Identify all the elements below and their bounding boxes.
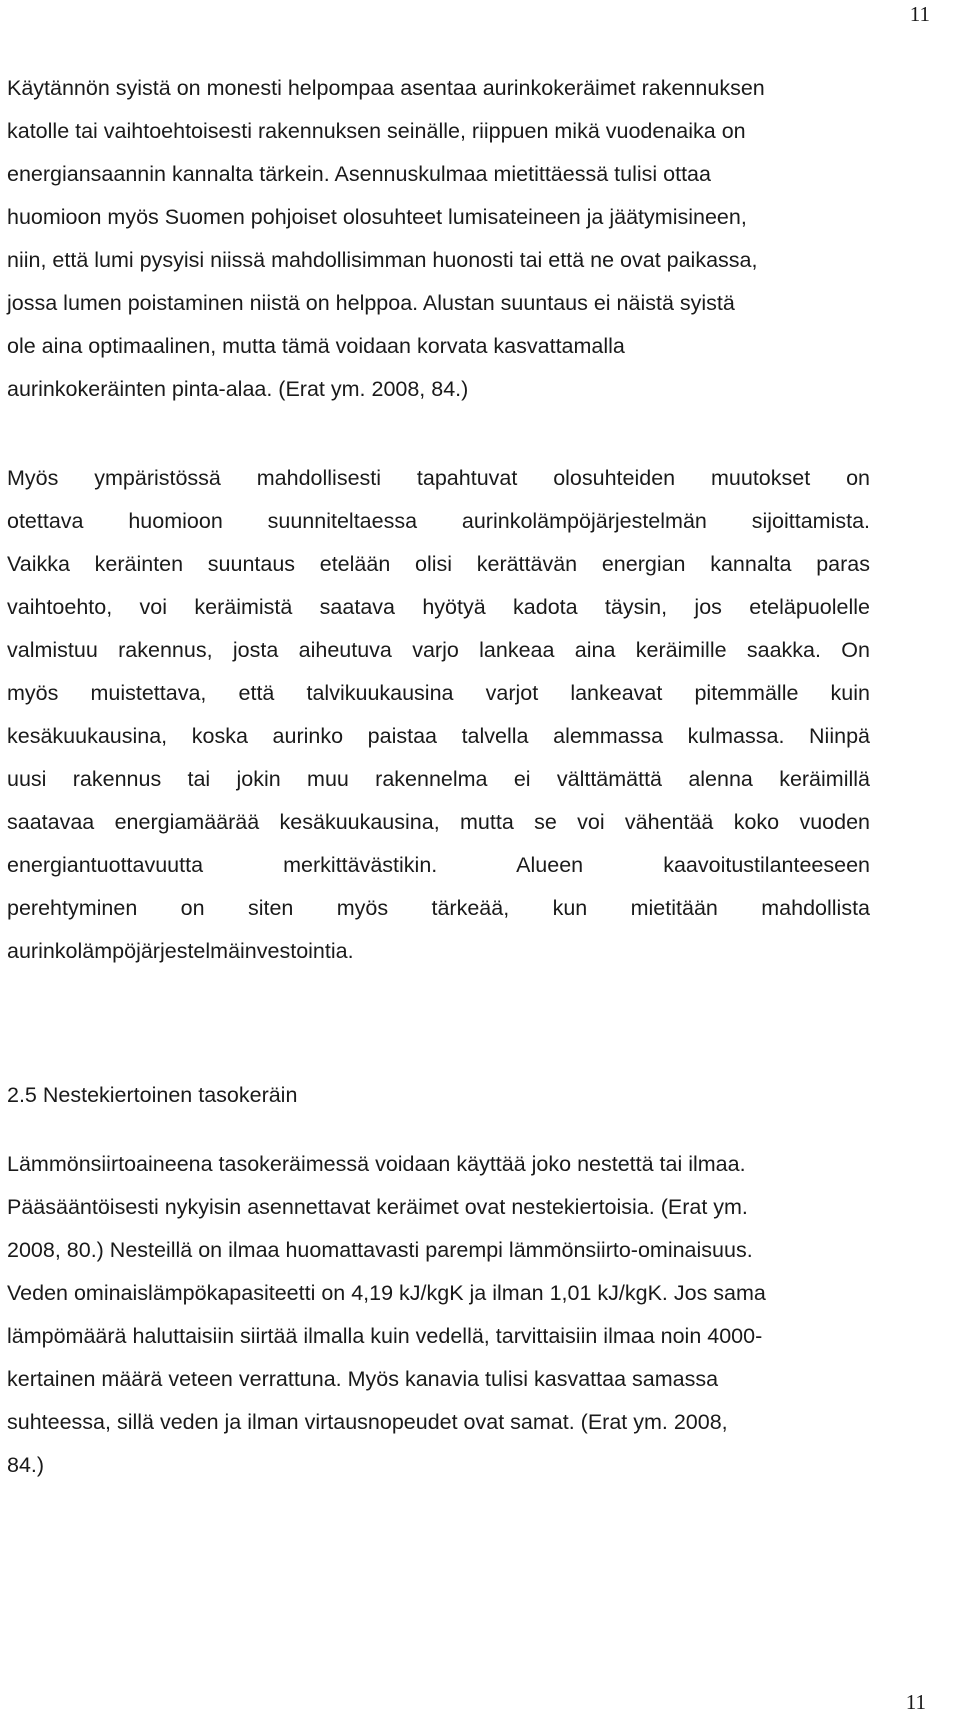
text-line: perehtyminen on siten myös tärkeää, kun mietitään mahdollista [7,896,870,920]
text-line: saatavaa energiamäärää kesäkuukausina, mutta se voi vähentää koko vuoden [7,810,870,834]
text-line: 2008, 80.) Nesteillä on ilmaa huomattavasti parempi lämmönsiirto-ominaisuus. [7,1238,753,1262]
text-line: valmistuu rakennus, josta aiheutuva varjo lankeaa aina keräimille saakka. On [7,638,870,662]
text-line: niin, että lumi pysyisi niissä mahdollisimman huonosti tai että ne ovat paikassa, [7,248,758,272]
text-line: ole aina optimaalinen, mutta tämä voidaan korvata kasvattamalla [7,334,625,358]
text-line: vaihtoehto, voi keräimistä saatava hyötyä kadota täysin, jos eteläpuolelle [7,595,870,619]
paragraph-placement [7,67,870,411]
text-line: 84.) [7,1453,45,1477]
text-line: aurinkolämpöjärjestelmäinvestointia. [7,939,354,963]
text-line: uusi rakennus tai jokin muu rakennelma ei välttämättä alenna keräimillä [7,767,870,791]
text-line: huomioon myös Suomen pohjoiset olosuhteet lumisateineen ja jäätymisineen, [7,205,747,229]
paragraph-flat-plate-collector [7,1143,870,1487]
text-line: Lämmönsiirtoaineena tasokeräimessä voidaan käyttää joko nestettä tai ilmaa. [7,1152,746,1176]
text-line: kertainen määrä veteen verrattuna. Myös kanavia tulisi kasvattaa samassa [7,1367,719,1391]
text-line: Pääsääntöisesti nykyisin asennettavat keräimet ovat nestekiertoisia. (Erat ym. [7,1195,748,1219]
text-line: energiansaannin kannalta tärkein. Asennuskulmaa mietittäessä tulisi ottaa [7,162,711,186]
heading-text: 2.5 Nestekiertoinen tasokeräin [7,1083,298,1107]
text-line: Käytännön syistä on monesti helpompaa asentaa aurinkokeräimet rakennuksen [7,76,765,100]
page-number-bottom: 11 [905,1690,926,1714]
page-number-top: 11 [909,2,930,26]
paragraph-site-conditions [7,457,870,973]
text-line: katolle tai vaihtoehtoisesti rakennuksen seinälle, riippuen mikä vuodenaika on [7,119,746,143]
text-line: kesäkuukausina, koska aurinko paistaa talvella alemmassa kulmassa. Niinpä [7,724,870,748]
section-heading [7,1074,870,1117]
text-line: suhteessa, sillä veden ja ilman virtausnopeudet ovat samat. (Erat ym. 2008, [7,1410,728,1434]
text-line: otettava huomioon suunniteltaessa aurinkolämpöjärjestelmän sijoittamista. [7,509,870,533]
text-line: myös muistettava, että talvikuukausina varjot lankeavat pitemmälle kuin [7,681,870,705]
text-line: lämpömäärä haluttaisiin siirtää ilmalla kuin vedellä, tarvittaisiin ilmaa noin 4000- [7,1324,763,1348]
text-line: aurinkokeräinten pinta-alaa. (Erat ym. 2008, 84.) [7,377,469,401]
text-line: jossa lumen poistaminen niistä on helppoa. Alustan suuntaus ei näistä syistä [7,291,735,315]
text-line: Vaikka keräinten suuntaus etelään olisi kerättävän energian kannalta paras [7,552,870,576]
text-line: energiantuottavuutta merkittävästikin. Alueen kaavoitustilanteeseen [7,853,870,877]
text-line: Veden ominaislämpökapasiteetti on 4,19 kJ/kgK ja ilman 1,01 kJ/kgK. Jos sama [7,1281,766,1305]
text-line: Myös ympäristössä mahdollisesti tapahtuvat olosuhteiden muutokset on [7,466,870,490]
